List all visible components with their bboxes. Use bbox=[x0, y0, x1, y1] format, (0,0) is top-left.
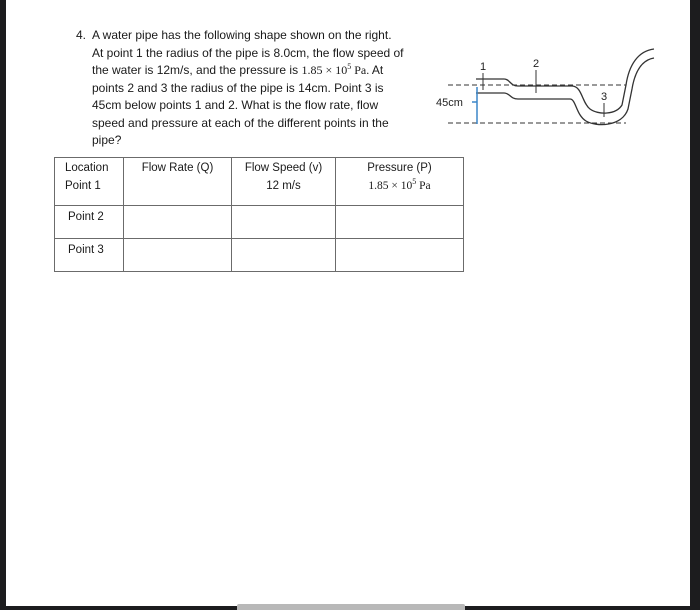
pressure-value bbox=[301, 63, 369, 77]
point-2-label: 2 bbox=[533, 58, 540, 70]
pressure-mantissa: 1.85 × 10 bbox=[301, 63, 348, 77]
question-line-text: the water is 12m/s, and the pressure is bbox=[92, 63, 299, 77]
table-cell[interactable] bbox=[124, 158, 232, 206]
pipe-outline bbox=[476, 49, 654, 113]
table-cell[interactable] bbox=[124, 206, 232, 239]
height-label: 45cm bbox=[436, 97, 463, 109]
cell-value bbox=[124, 239, 231, 241]
row-label: Point 1 bbox=[65, 180, 101, 192]
cell-value bbox=[232, 239, 335, 241]
pressure-exponent: 5 bbox=[412, 177, 417, 186]
pressure-exponent: 5 bbox=[347, 62, 352, 71]
point-3-label: 3 bbox=[601, 91, 608, 103]
question-line: A water pipe has the following shape shown on the right. bbox=[92, 28, 392, 42]
cell-value: 12 m/s bbox=[266, 180, 301, 192]
header-pressure: Pressure (P) bbox=[367, 162, 432, 174]
question-line: At point 1 the radius of the pipe is 8.0cm, the flow speed of bbox=[92, 45, 404, 60]
cell-value bbox=[232, 206, 335, 208]
cell-value bbox=[336, 239, 463, 241]
pipe-outline-lower bbox=[476, 58, 654, 125]
question-line bbox=[92, 62, 422, 80]
cell-value bbox=[336, 176, 463, 194]
cell-value bbox=[336, 206, 463, 208]
table-row bbox=[55, 158, 464, 206]
table-cell[interactable] bbox=[232, 206, 336, 239]
header-location: Location bbox=[65, 162, 109, 174]
table-cell[interactable] bbox=[336, 239, 464, 272]
header-flow-rate: Flow Rate (Q) bbox=[141, 162, 214, 174]
table-cell[interactable] bbox=[232, 239, 336, 272]
row-label: Point 2 bbox=[68, 211, 104, 223]
table-cell bbox=[55, 206, 124, 239]
question-line: 45cm below points 1 and 2. What is the flow rate, flow bbox=[92, 98, 379, 112]
pressure-unit: Pa bbox=[416, 180, 431, 192]
question-line: pipe? bbox=[92, 133, 122, 147]
header-flow-speed: Flow Speed (v) bbox=[244, 162, 323, 174]
table-cell bbox=[55, 239, 124, 272]
table-cell[interactable] bbox=[336, 206, 464, 239]
pressure-unit: Pa. bbox=[351, 63, 370, 77]
question-line: points 2 and 3 the radius of the pipe is 14cm. Point 3 is bbox=[92, 80, 384, 95]
question-line: speed and pressure at each of the different points in the bbox=[92, 115, 389, 130]
table-cell[interactable] bbox=[124, 239, 232, 272]
question-line-tail: At bbox=[369, 63, 384, 77]
question-number: 4. bbox=[76, 28, 87, 42]
point-1-label: 1 bbox=[480, 61, 487, 73]
cell-value bbox=[124, 176, 231, 178]
document-page bbox=[6, 0, 690, 606]
table-cell[interactable] bbox=[336, 158, 464, 206]
table-row bbox=[55, 206, 464, 239]
answer-table bbox=[54, 157, 464, 272]
table-cell[interactable] bbox=[232, 158, 336, 206]
table-cell bbox=[55, 158, 124, 206]
scroll-handle[interactable] bbox=[237, 604, 465, 610]
question-text bbox=[92, 27, 422, 150]
row-label: Point 3 bbox=[68, 244, 104, 256]
cell-value bbox=[124, 206, 231, 208]
pipe-diagram bbox=[426, 45, 666, 145]
pressure-mantissa: 1.85 × 10 bbox=[368, 180, 413, 192]
table-row bbox=[55, 239, 464, 272]
